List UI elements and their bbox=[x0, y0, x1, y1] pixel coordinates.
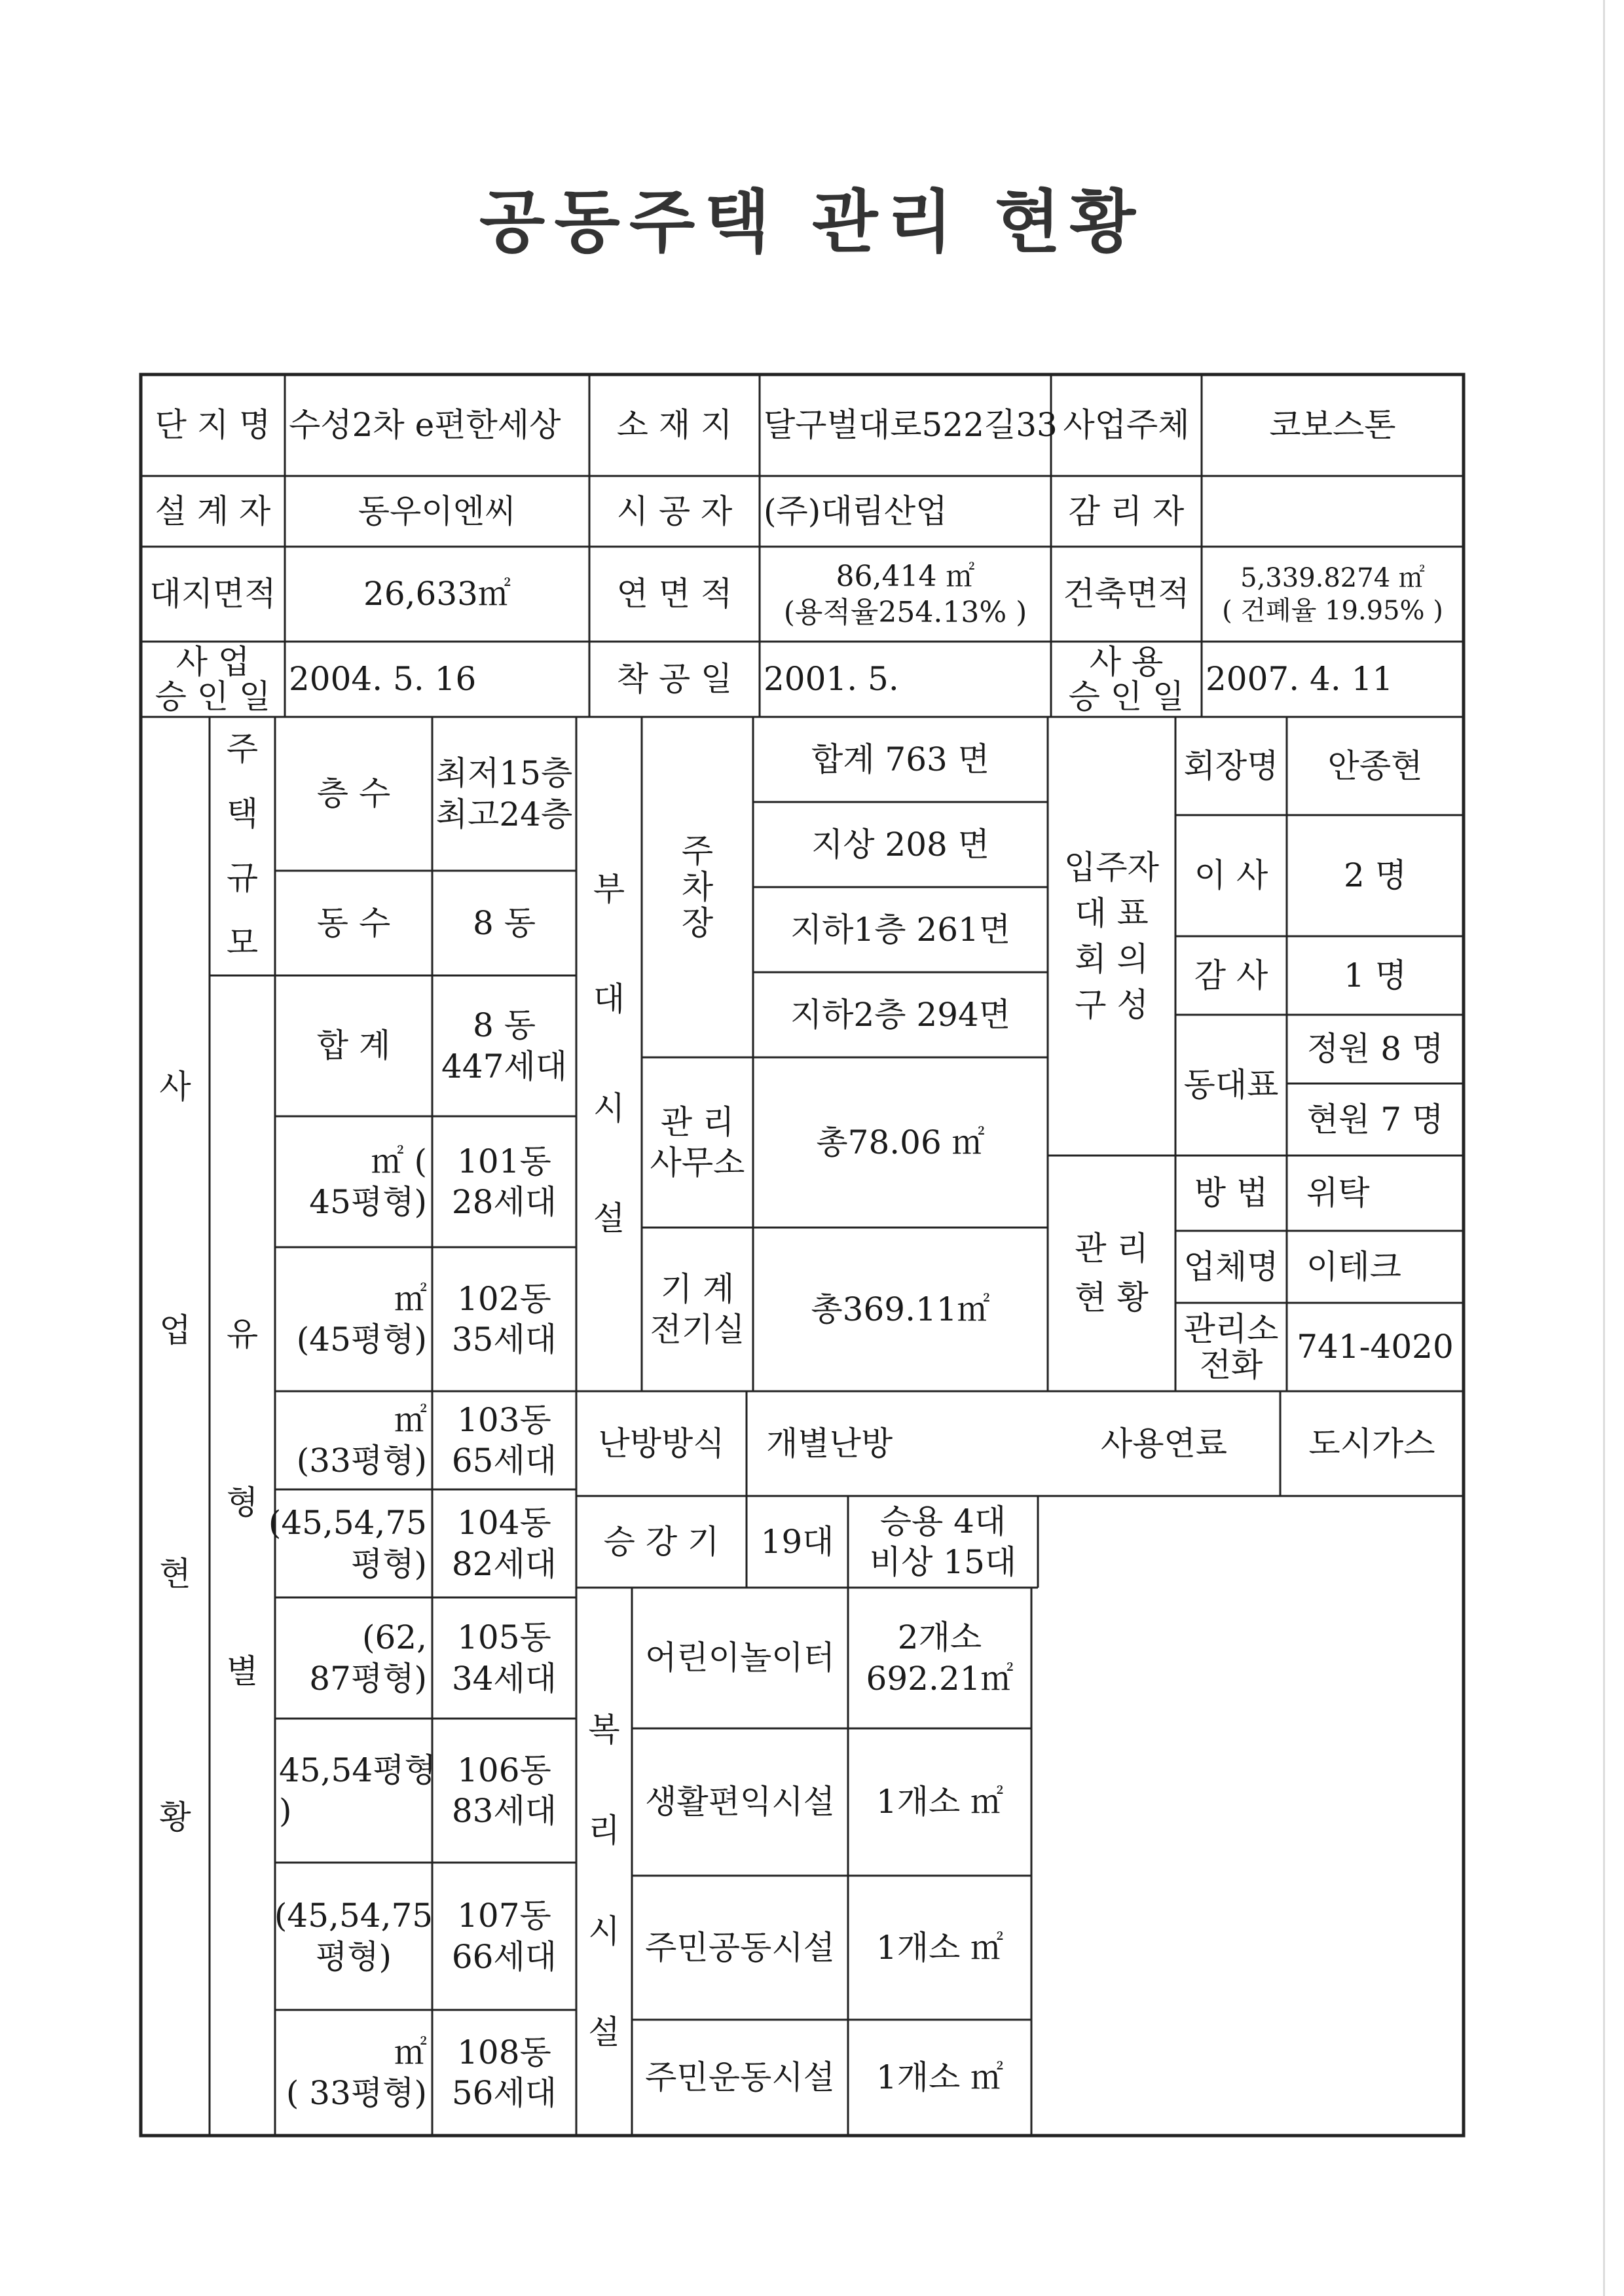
location-value: 달구벌대로522길33 bbox=[764, 406, 1058, 445]
directors-label: 이 사 bbox=[1194, 856, 1268, 895]
floor-area-ratio: (용적율254.13% ) bbox=[783, 595, 1027, 629]
buildings-label: 동 수 bbox=[316, 903, 391, 942]
type-area: 45,54평형 ) bbox=[279, 1751, 436, 1830]
building-area-value: 5,339.8274 ㎡ bbox=[1240, 562, 1425, 593]
type-building: 105동 34세대 bbox=[451, 1618, 557, 1698]
complex-name-value: 수성2차 e편한세상 bbox=[289, 406, 561, 445]
type-building: 107동 66세대 bbox=[451, 1897, 557, 1976]
type-area: ㎡ ( 45평형) bbox=[309, 1142, 427, 1221]
building-area-label: 건축면적 bbox=[1063, 575, 1190, 613]
type-building: 101동 28세대 bbox=[451, 1142, 557, 1221]
elevator-label: 승 강 기 bbox=[603, 1522, 720, 1561]
type-area: (45,54,75 평형) bbox=[268, 1504, 427, 1583]
designer-value: 동우이엔씨 bbox=[358, 492, 517, 530]
floor-area-cell bbox=[760, 547, 1051, 642]
complex-name-label: 단 지 명 bbox=[155, 406, 271, 445]
phone-value: 741-4020 bbox=[1297, 1328, 1454, 1366]
floor-area-value: 86,414 ㎡ bbox=[836, 559, 975, 593]
elevator-breakdown: 승용 4대 비상 15대 bbox=[869, 1502, 1017, 1581]
reps-label: 동대표 bbox=[1183, 1066, 1279, 1104]
type-building: 108동 56세대 bbox=[451, 2033, 557, 2112]
parking-b1: 지하1층 261면 bbox=[790, 910, 1011, 949]
ancillary-facilities-label: 부 대 시 설 bbox=[593, 870, 625, 1237]
sports-facility-value: 1개소 ㎡ bbox=[876, 2058, 1004, 2097]
floor-area-label: 연 면 적 bbox=[616, 575, 733, 613]
type-area: (45,54,75 평형) bbox=[274, 1897, 434, 1976]
convenience-facility-label: 생활편익시설 bbox=[645, 1783, 835, 1821]
phone-label: 관리소 전화 bbox=[1183, 1309, 1279, 1384]
directors-value: 2 명 bbox=[1343, 856, 1407, 895]
floors-label: 층 수 bbox=[316, 774, 391, 813]
chair-value: 안종현 bbox=[1327, 746, 1423, 785]
type-area: ㎡ (33평형) bbox=[296, 1400, 427, 1480]
reps-current: 현원 7 명 bbox=[1306, 1100, 1444, 1139]
machine-room-area: 총369.11㎡ bbox=[811, 1290, 990, 1328]
community-facility-label: 주민공동시설 bbox=[645, 1928, 835, 1967]
floors-value: 최저15층 최고24층 bbox=[435, 754, 573, 833]
parking-total: 합계 763 면 bbox=[811, 740, 990, 778]
use-approval-label: 사 용 승 인 일 bbox=[1068, 643, 1185, 716]
company-value: 이테크 bbox=[1306, 1247, 1401, 1286]
auditor-value: 1 명 bbox=[1343, 956, 1407, 994]
type-area: ㎡ (45평형) bbox=[296, 1279, 427, 1358]
method-label: 방 법 bbox=[1194, 1174, 1268, 1212]
developer-label: 사업주체 bbox=[1063, 406, 1190, 445]
reps-quota: 정원 8 명 bbox=[1306, 1030, 1444, 1068]
type-area: (62, 87평형) bbox=[309, 1618, 427, 1698]
housing-scale-label: 주 택 규 모 bbox=[226, 729, 259, 962]
construction-start-label: 착 공 일 bbox=[616, 660, 733, 699]
business-approval-label: 사 업 승 인 일 bbox=[155, 643, 271, 716]
type-area: ㎡ ( 33평형) bbox=[286, 2033, 427, 2112]
type-total-value: 8 동 447세대 bbox=[441, 1006, 568, 1085]
type-building: 102동 35세대 bbox=[451, 1279, 557, 1358]
playground-value: 2개소 692.21㎡ bbox=[866, 1618, 1014, 1698]
builder-label: 시 공 자 bbox=[616, 492, 733, 530]
developer-value: 코보스톤 bbox=[1269, 406, 1396, 445]
playground-label: 어린이놀이터 bbox=[645, 1639, 835, 1677]
page-title: 공동주택 관리 현황 bbox=[479, 182, 1145, 262]
auditor-label: 감 사 bbox=[1194, 956, 1268, 994]
office-area: 총78.06 ㎡ bbox=[816, 1123, 985, 1161]
sports-facility-label: 주민운동시설 bbox=[645, 2058, 835, 2097]
fuel-value: 도시가스 bbox=[1308, 1424, 1435, 1463]
fuel-label: 사용연료 bbox=[1100, 1424, 1228, 1463]
land-area-label: 대지면적 bbox=[149, 575, 276, 613]
business-status-label: 사 업 현 황 bbox=[159, 1068, 191, 1836]
construction-start-date: 2001. 5. bbox=[764, 660, 899, 699]
designer-label: 설 계 자 bbox=[155, 492, 271, 530]
welfare-facilities-label: 복 리 시 설 bbox=[588, 1710, 620, 2052]
by-type-label: 유 형 별 bbox=[226, 1315, 259, 1690]
use-approval-date: 2007. 4. 11 bbox=[1206, 660, 1393, 699]
community-facility-value: 1개소 ㎡ bbox=[876, 1928, 1004, 1967]
machine-room-label: 기 계 전기실 bbox=[650, 1269, 745, 1349]
location-label: 소 재 지 bbox=[616, 406, 733, 445]
type-building: 103동 65세대 bbox=[451, 1400, 557, 1480]
land-area-value: 26,633㎡ bbox=[363, 575, 511, 613]
type-building: 104동 82세대 bbox=[451, 1504, 557, 1583]
supervisor-value bbox=[1202, 476, 1464, 547]
heating-value: 개별난방 bbox=[766, 1424, 893, 1463]
chair-label: 회장명 bbox=[1183, 746, 1279, 785]
type-building: 106동 83세대 bbox=[451, 1751, 557, 1830]
company-label: 업체명 bbox=[1183, 1247, 1279, 1286]
parking-b2: 지하2층 294면 bbox=[790, 995, 1011, 1034]
office-label: 관 리 사무소 bbox=[650, 1102, 745, 1182]
management-label: 관 리 현 황 bbox=[1075, 1230, 1149, 1317]
builder-value: (주)대림산업 bbox=[764, 492, 948, 530]
business-approval-date: 2004. 5. 16 bbox=[289, 660, 477, 699]
convenience-facility-value: 1개소 ㎡ bbox=[876, 1783, 1004, 1821]
building-coverage: ( 건폐율 19.95% ) bbox=[1222, 595, 1443, 626]
parking-label: 주 차 장 bbox=[681, 831, 714, 942]
parking-ground: 지상 208 면 bbox=[811, 825, 990, 864]
council-label: 입주자 대 표 회 의 구 성 bbox=[1064, 848, 1159, 1024]
heating-label: 난방방식 bbox=[598, 1424, 725, 1463]
supervisor-label: 감 리 자 bbox=[1068, 492, 1185, 530]
building-area-cell bbox=[1202, 547, 1464, 642]
type-total-label: 합 계 bbox=[316, 1027, 391, 1065]
method-value: 위탁 bbox=[1306, 1174, 1370, 1212]
buildings-value: 8 동 bbox=[472, 903, 536, 942]
elevator-count: 19대 bbox=[760, 1522, 834, 1561]
